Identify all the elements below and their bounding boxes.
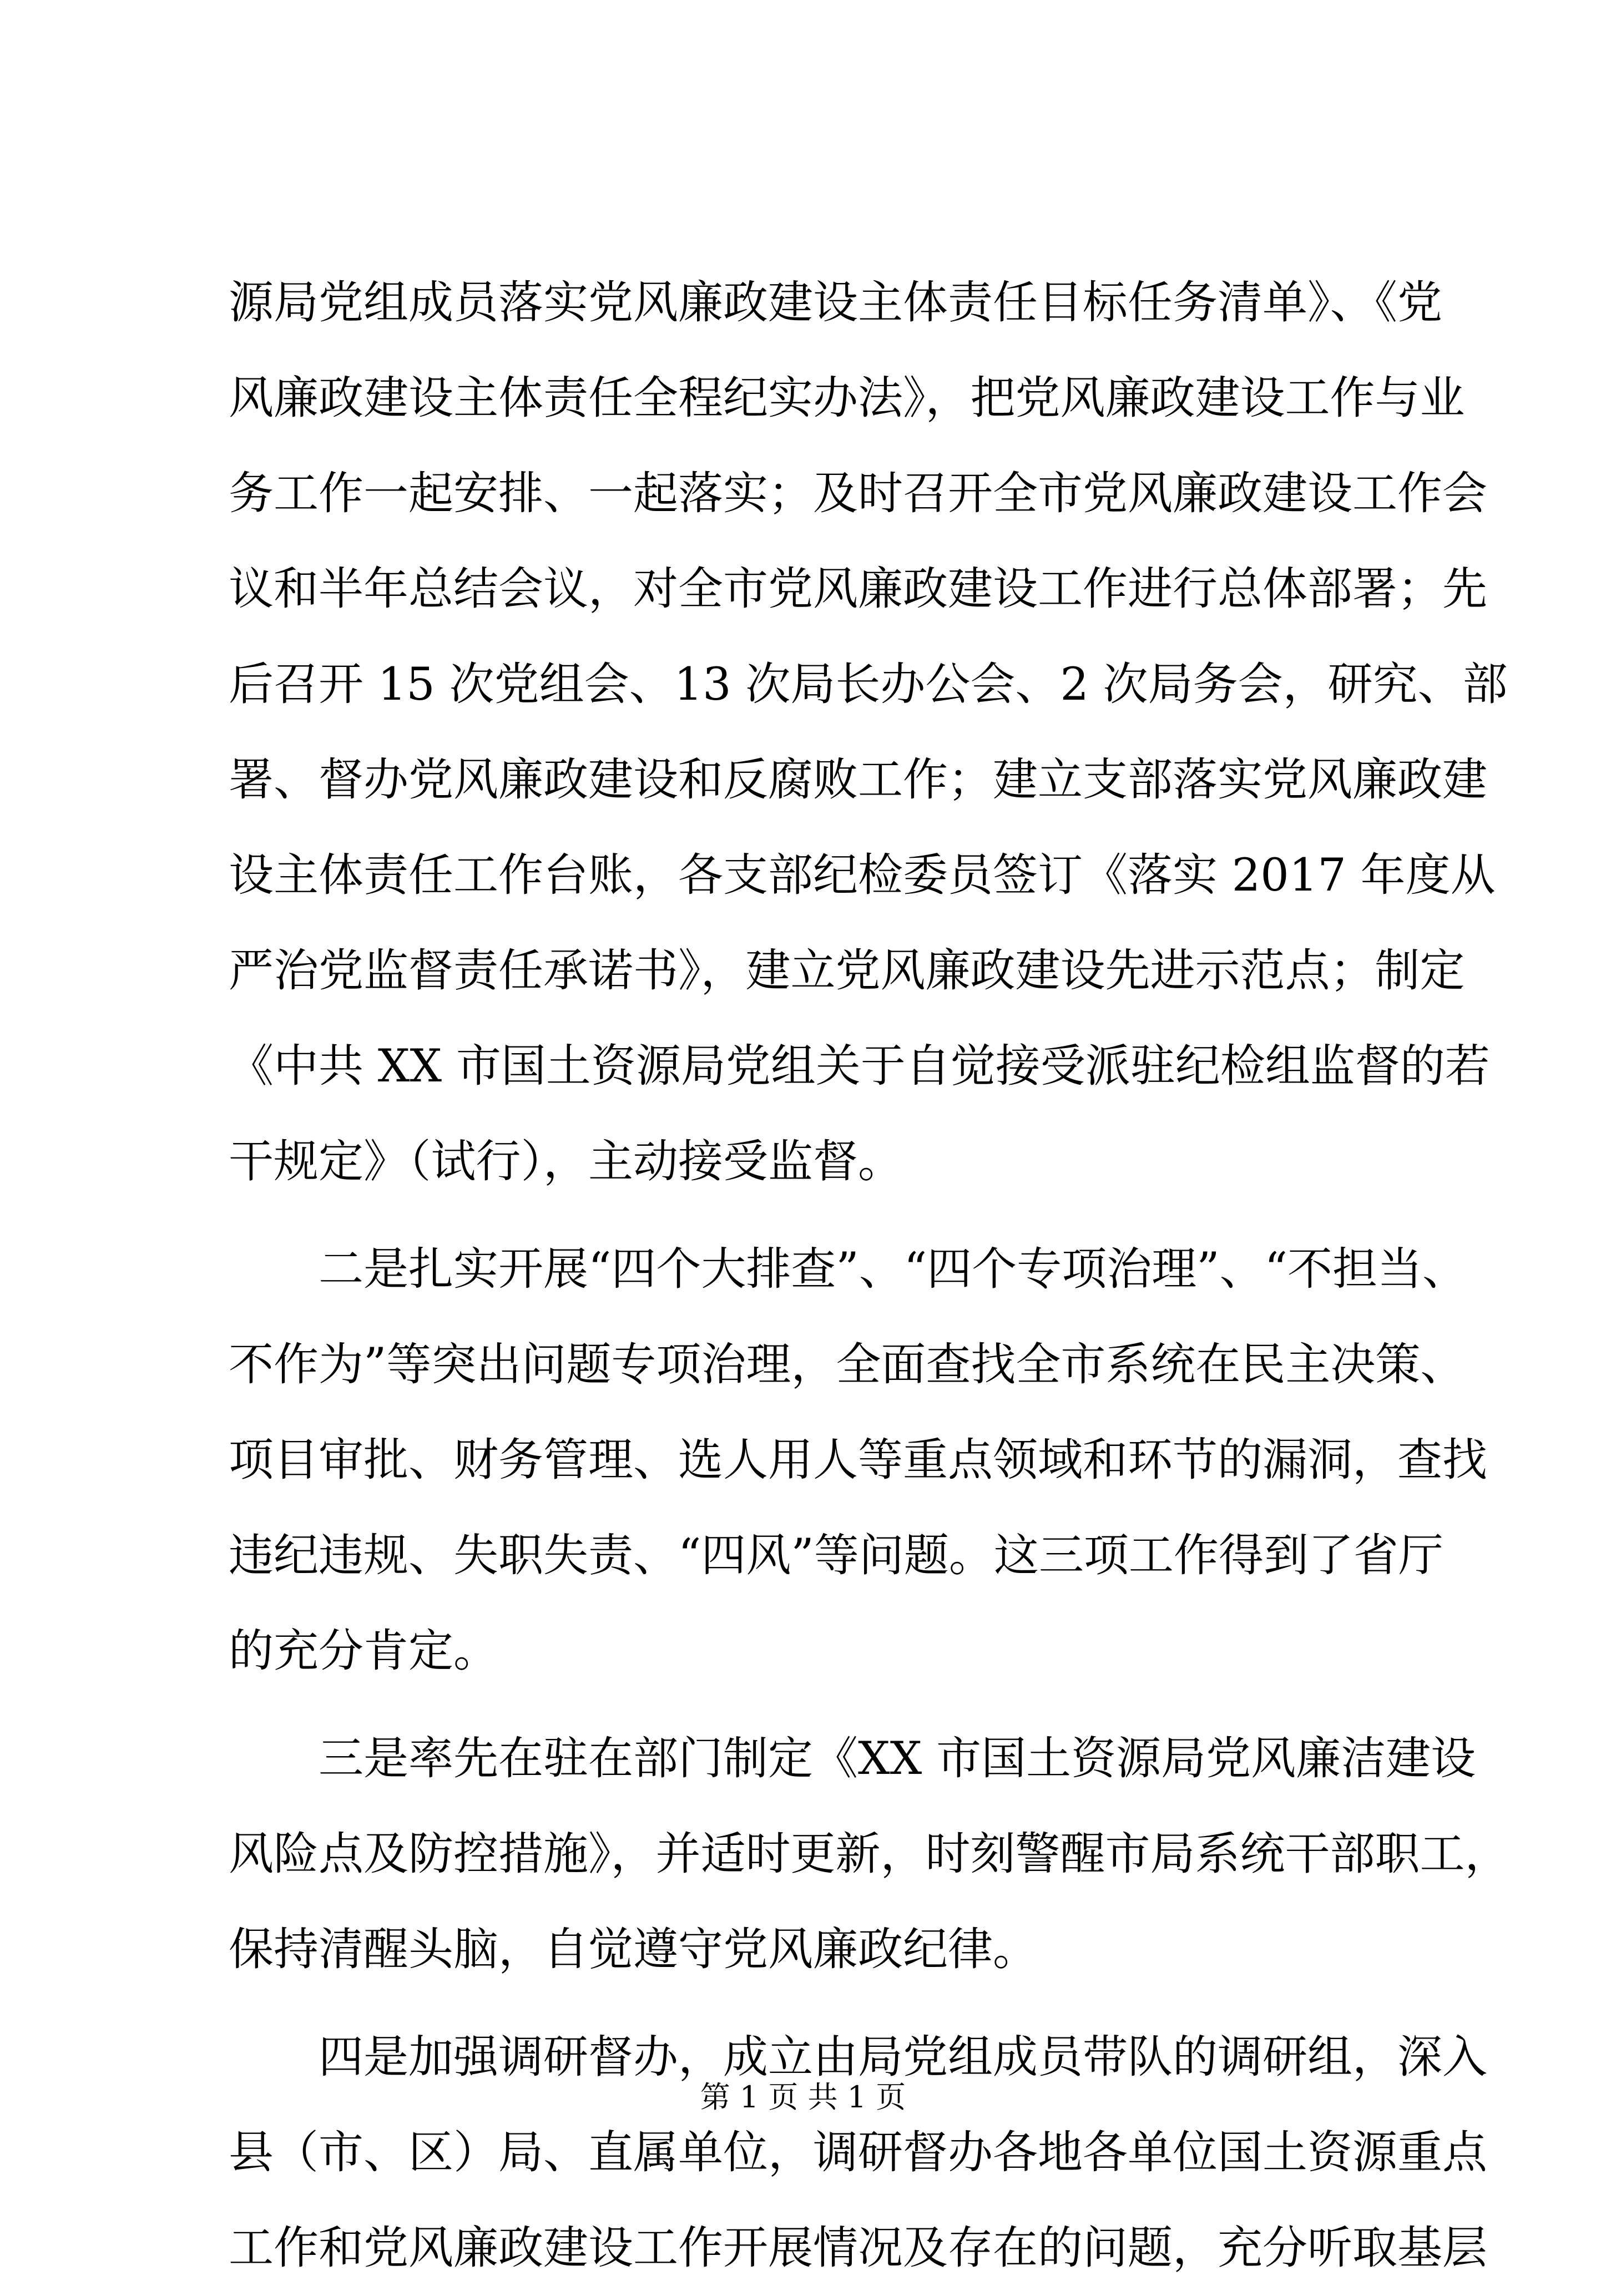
text-line: 署、督办党风廉政建设和反腐败工作；建立支部落实党风廉政建 xyxy=(229,754,1488,806)
paragraph-spacer xyxy=(229,1997,1404,2010)
paragraph-spacer xyxy=(229,1210,1404,1222)
text-line: 《中共 XX 市国土资源局党组关于自觉接受派驻纪检组监督的若 xyxy=(229,1040,1490,1093)
text-line: 设主体责任工作台账，各支部纪检委员签订《落实 2017 年度从 xyxy=(229,849,1496,902)
text-line: 后召开 15 次党组会、13 次局长办公会、2 次局务会，研究、部 xyxy=(229,659,1508,711)
document-body xyxy=(229,255,1510,2296)
text-line: 工作和党风廉政建设工作开展情况及存在的问题，充分听取基层 xyxy=(229,2222,1488,2274)
paragraph xyxy=(229,255,1508,1210)
text-line: 四是加强调研督办，成立由局党组成员带队的调研组，深入 xyxy=(319,2031,1488,2083)
text-line: 项目审批、财务管理、选人用人等重点领域和环节的漏洞，查找 xyxy=(229,1434,1488,1486)
paragraph xyxy=(229,2010,1488,2296)
text-line: 违纪违规、失职失责、“四风”等问题。这三项工作得到了省厅 xyxy=(229,1530,1443,1582)
text-line: 不作为”等突出问题专项治理，全面查找全市系统在民主决策、 xyxy=(229,1339,1466,1391)
text-line: 议和半年总结会议，对全市党风廉政建设工作进行总体部署；先 xyxy=(229,563,1488,615)
text-line: 干规定》（试行），主动接受监督。 xyxy=(229,1136,903,1188)
paragraph xyxy=(229,1711,1510,1997)
paragraph xyxy=(229,1222,1488,1699)
text-line: 风险点及防控措施》，并适时更新，时刻警醒市局系统干部职工， xyxy=(229,1828,1510,1880)
text-line: 严治党监督责任承诺书》，建立党风廉政建设先进示范点；制定 xyxy=(229,945,1465,997)
text-line: 二是扎实开展“四个大排查”、“四个专项治理”、“不担当、 xyxy=(319,1243,1468,1296)
text-line: 务工作一起安排、一起落实；及时召开全市党风廉政建设工作会 xyxy=(229,468,1488,520)
text-line: 源局党组成员落实党风廉政建设主体责任目标任务清单》、《党 xyxy=(229,277,1443,329)
paragraph-spacer xyxy=(229,1699,1404,1711)
page-footer: 第 1 页 共 1 页 xyxy=(700,2080,906,2115)
text-line: 保持清醒头脑，自觉遵守党风廉政纪律。 xyxy=(229,1924,1038,1976)
text-line: 风廉政建设主体责任全程纪实办法》，把党风廉政建设工作与业 xyxy=(229,372,1465,424)
text-line: 县（市、区）局、直属单位，调研督办各地各单位国土资源重点 xyxy=(229,2127,1488,2179)
text-line: 的充分肯定。 xyxy=(229,1625,499,1677)
text-line: 三是率先在驻在部门制定《XX 市国土资源局党风廉洁建设 xyxy=(319,1733,1476,1785)
